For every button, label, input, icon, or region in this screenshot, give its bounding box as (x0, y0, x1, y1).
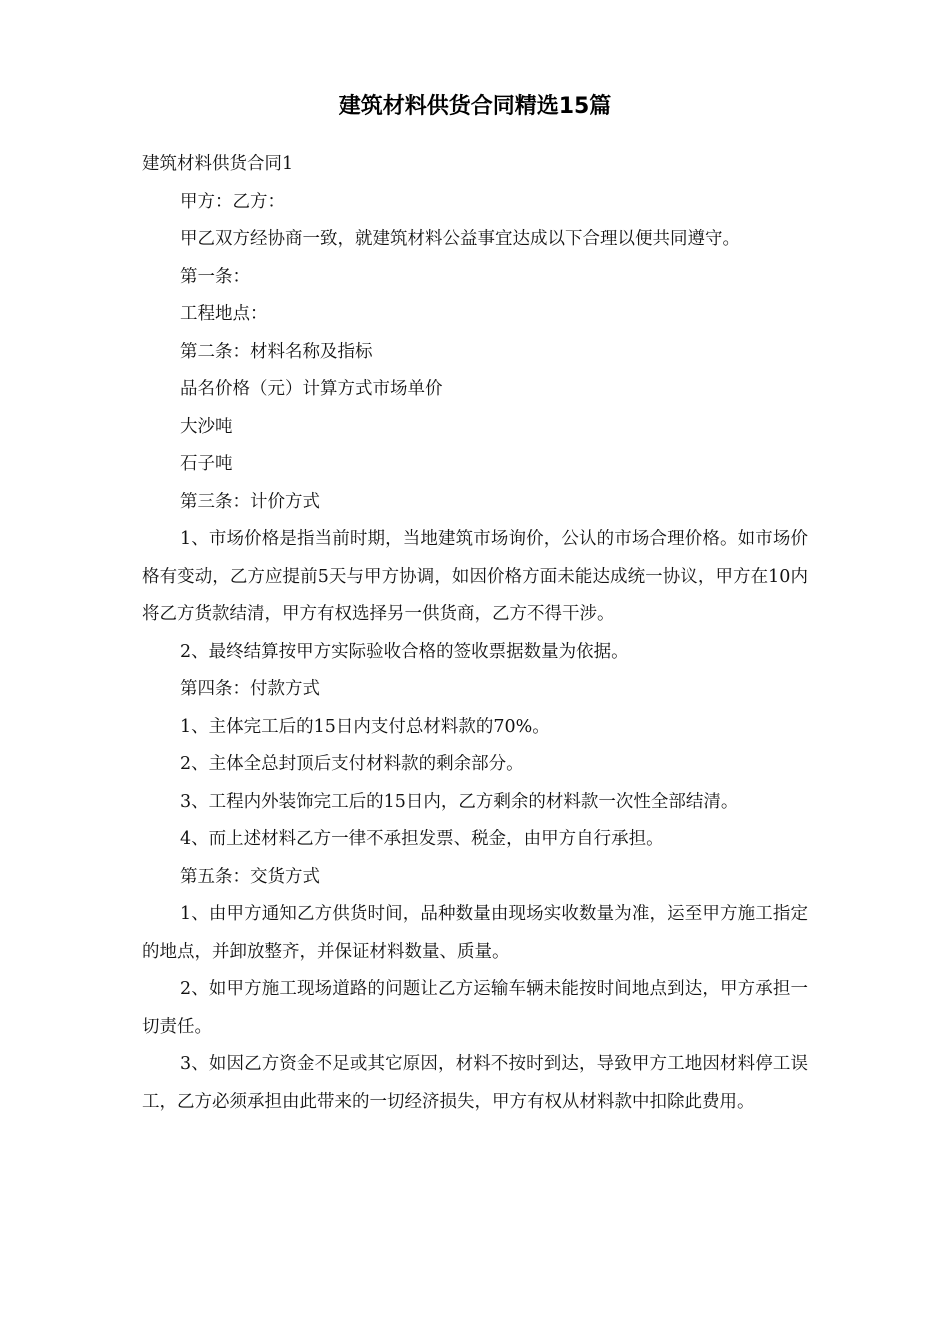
body-paragraph: 3、如因乙方资金不足或其它原因，材料不按时到达，导致甲方工地因材料停工误工，乙方必须承担由此带来的一切经济损失，甲方有权从材料款中扣除此费用。 (142, 1054, 808, 1112)
body-paragraph: 3、工程内外装饰完工后的15日内，乙方剩余的材料款一次性全部结清。 (180, 791, 739, 812)
body-paragraph: 第二条：材料名称及指标 (180, 341, 373, 362)
body-paragraph: 1、市场价格是指当前时期，当地建筑市场询价，公认的市场合理价格。如市场价格有变动，乙方应提前5天与甲方协调，如因价格方面未能达成统一协议，甲方在10内将乙方货款结清，甲方有权选择另一供货商，乙方不得干涉。 (142, 529, 808, 624)
body-paragraph: 第五条：交货方式 (180, 866, 320, 887)
body-paragraph: 2、最终结算按甲方实际验收合格的签收票据数量为依据。 (180, 641, 629, 662)
body-paragraph: 4、而上述材料乙方一律不承担发票、税金，由甲方自行承担。 (180, 829, 664, 849)
body-paragraph: 品名价格（元）计算方式市场单价 (180, 379, 443, 399)
body-paragraph: 甲方：乙方： (180, 191, 285, 212)
body-paragraph: 第一条： (180, 266, 250, 287)
body-paragraph: 1、主体完工后的15日内支付总材料款的70%。 (180, 716, 550, 737)
body-paragraph: 第三条：计价方式 (180, 491, 320, 512)
body-paragraph: 甲乙双方经协商一致，就建筑材料公益事宜达成以下合理以便共同遵守。 (180, 229, 740, 249)
body-paragraph: 2、主体全总封顶后支付材料款的剩余部分。 (180, 754, 524, 774)
contract-subtitle: 建筑材料供货合同1 (142, 154, 294, 174)
body-paragraph: 2、如甲方施工现场道路的问题让乙方运输车辆未能按时间地点到达，甲方承担一切责任。 (142, 979, 808, 1037)
body-paragraph: 1、由甲方通知乙方供货时间，品种数量由现场实收数量为准，运至甲方施工指定的地点，并卸放整齐，并保证材料数量、质量。 (142, 904, 808, 962)
body-paragraph: 第四条：付款方式 (180, 679, 320, 699)
body-paragraph: 石子吨 (180, 454, 233, 474)
document-body (142, 146, 808, 1121)
document-title: 建筑材料供货合同精选15篇 (338, 94, 612, 119)
body-paragraph: 工程地点： (180, 304, 268, 324)
body-paragraph: 大沙吨 (180, 416, 233, 437)
